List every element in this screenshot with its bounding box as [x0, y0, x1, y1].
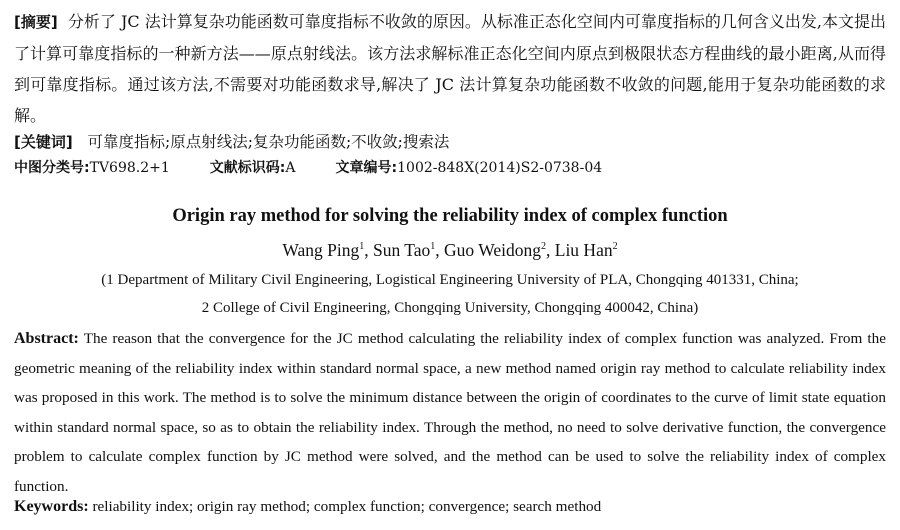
cn-abstract — [14, 6, 886, 131]
en-keywords — [14, 494, 886, 520]
author-affiliation-mark: 1 — [359, 241, 365, 252]
article-no-label: 文章编号: — [335, 160, 398, 176]
author-name: Wang Ping — [282, 240, 360, 260]
cn-keywords-label: [关键词] — [14, 133, 73, 151]
cn-abstract-label: [摘要] — [14, 13, 58, 31]
author-name: Liu Han — [554, 240, 613, 260]
cn-keywords-text: 可靠度指标;原点射线法;复杂功能函数;不收敛;搜索法 — [87, 133, 450, 151]
en-abstract-label: Abstract: — [14, 330, 79, 347]
en-keywords-text: reliability index; origin ray method; complex function; convergence; search method — [88, 498, 602, 515]
en-keywords-label: Keywords: — [14, 498, 89, 515]
cn-keywords — [14, 130, 886, 154]
en-abstract — [14, 324, 886, 501]
clc-label: 中图分类号: — [14, 160, 90, 176]
clc-value: TV698.2+1 — [89, 160, 170, 176]
doc-code-value: A — [285, 160, 296, 176]
classification-line — [14, 156, 886, 180]
paper-title: Origin ray method for solving the reliability index of complex function — [172, 206, 728, 226]
doc-code-label: 文献标识码: — [209, 160, 286, 176]
author-list: Wang Ping$^1$, Sun Tao$^1$, Guo Weidong$^2$, Liu Han$^2$ — [282, 240, 618, 260]
author-affiliation-mark: 2 — [541, 241, 546, 252]
author-affiliation-mark: 2 — [612, 241, 618, 252]
author-name: Guo Weidong — [444, 240, 541, 260]
affiliation-2: 2 College of Civil Engineering, Chongqing University, Chongqing 400042, China) — [201, 300, 699, 316]
author-name: Sun Tao — [373, 240, 431, 260]
author-affiliation-mark: 1 — [430, 241, 436, 252]
article-no-value: 1002-848X(2014)S2-0738-04 — [397, 160, 603, 176]
affiliation-1: (1 Department of Military Civil Engineering, Logistical Engineering University of PLA, Chongqing 401331, China; — [101, 272, 799, 288]
cn-abstract-text: 分析了 JC 法计算复杂功能函数可靠度指标不收敛的原因。从标准正态化空间内可靠度指标的几何含义出发,本文提出了计算可靠度指标的一种新方法——原点射线法。该方法求解标准正态化空间内原点到极限状态方程曲线的最小距离,从而得到可靠度指标。通过该方法,不需要对功能函数求导,解决了 JC 法计算复杂功能函数不收敛的问题,能用于复杂功能函数的求解。 — [14, 12, 887, 125]
en-abstract-text: The reason that the convergence for the JC method calculating the reliability index of complex function was analyzed. From the geometric meaning of the reliability index within standard normal space, a new method named origin ray method to calculate reliability index was proposed in this work. The method is to solve the minimum distance between the origin of coordinates to the curve of limit state equation within standard normal space, so as to obtain the reliability index. Through the method, no need to solve derivative function, the convergence problem to calculate complex function by JC method were solved, and the method can be used to solve the reliability index of complex function. — [14, 330, 886, 495]
